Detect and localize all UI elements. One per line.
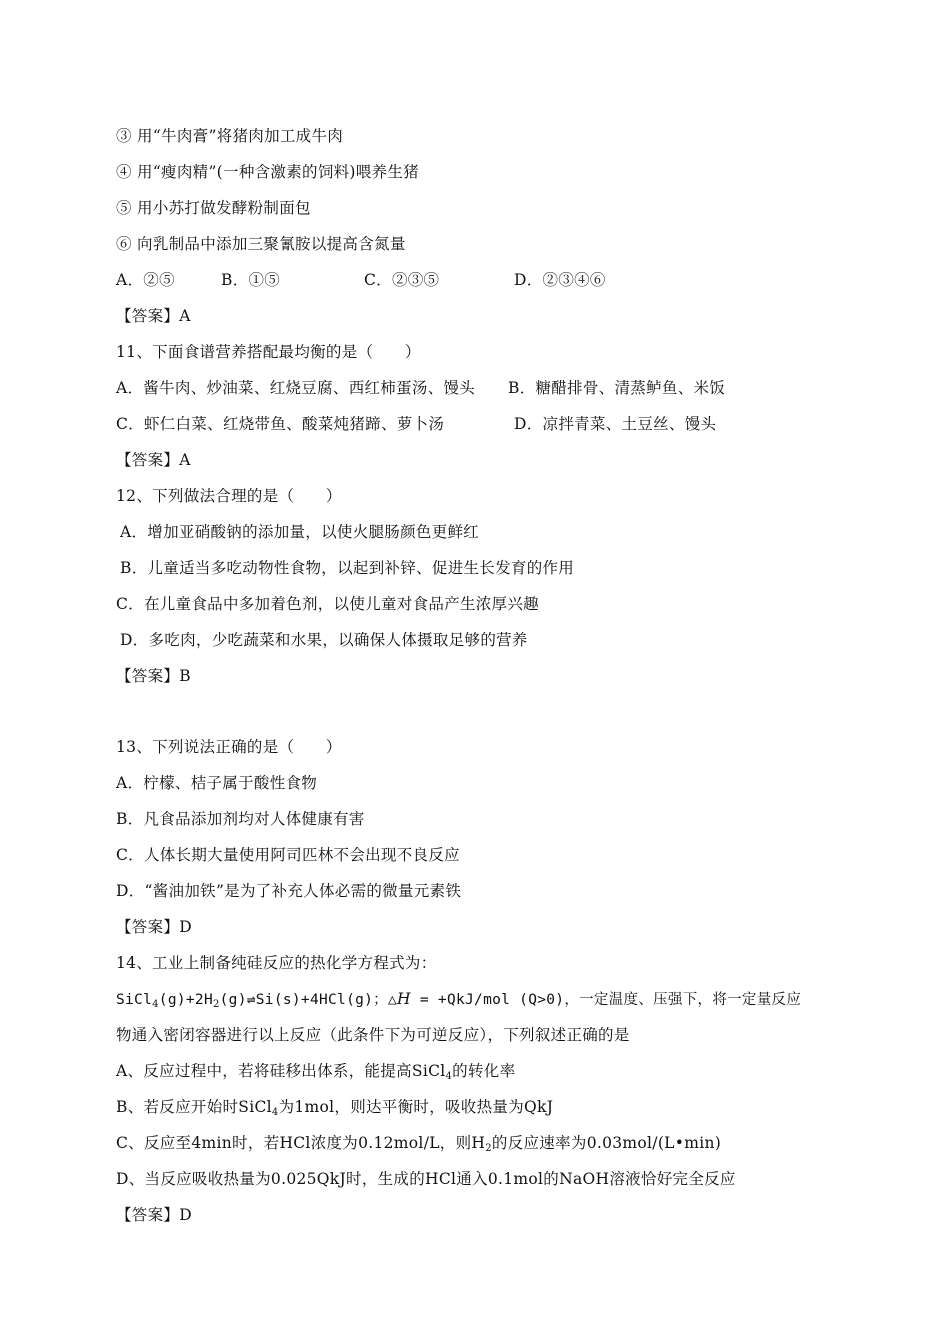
q12-answer: 【答案】B [116, 667, 191, 685]
q11-stem: 11、下面食谱营养搭配最均衡的是（ ） [116, 343, 421, 361]
q11-answer: 【答案】A [116, 451, 191, 469]
item-3: ③ 用“牛肉膏”将猪肉加工成牛肉 [116, 127, 344, 145]
q11-options-row1 [116, 377, 836, 399]
q13-answer: 【答案】D [116, 918, 192, 936]
q10-option-a: A．②⑤ [116, 271, 175, 289]
q14-option-b: B、若反应开始时SiCl$_4$为1mol，则达平衡时，吸收热量为QkJ [116, 1098, 554, 1118]
q13-stem: 13、下列说法正确的是（ ） [116, 738, 342, 756]
q12-stem: 12、下列做法合理的是（ ） [116, 487, 342, 505]
q12-option-b: B．儿童适当多吃动物性食物，以起到补锌、促进生长发育的作用 [120, 559, 575, 577]
q10-option-c: C．②③⑤ [364, 271, 440, 289]
q11-option-b: B．糖醋排骨、清蒸鲈鱼、米饭 [508, 379, 726, 397]
q10-options [116, 269, 816, 291]
q13-option-d: D．“酱油加铁”是为了补充人体必需的微量元素铁 [116, 882, 462, 900]
q12-option-c: C．在儿童食品中多加着色剂，以使儿童对食品产生浓厚兴趣 [116, 595, 539, 613]
q14-option-a: A、反应过程中，若将硅移出体系，能提高SiCl$_4$的转化率 [116, 1062, 516, 1082]
item-6: ⑥ 向乳制品中添加三聚氰胺以提高含氮量 [116, 235, 406, 253]
q10-option-d: D．②③④⑥ [514, 271, 606, 289]
item-4: ④ 用“瘦肉精”(一种含激素的饲料)喂养生猪 [116, 163, 419, 181]
q13-option-a: A．柠檬、桔子属于酸性食物 [116, 774, 318, 792]
q11-option-d: D．凉拌青菜、土豆丝、馒头 [514, 415, 717, 433]
item-5: ⑤ 用小苏打做发酵粉制面包 [116, 199, 311, 217]
q10-option-b: B．①⑤ [221, 271, 281, 289]
q10-answer: 【答案】A [116, 307, 191, 325]
q12-option-a: A．增加亚硝酸钠的添加量，以使火腿肠颜色更鲜红 [120, 523, 480, 541]
q13-option-c: C．人体长期大量使用阿司匹林不会出现不良反应 [116, 846, 460, 864]
q13-option-b: B．凡食品添加剂均对人体健康有害 [116, 810, 365, 828]
q12-option-d: D．多吃肉，少吃蔬菜和水果，以确保人体摄取足够的营养 [120, 631, 528, 649]
q11-options-row2 [116, 413, 836, 435]
q11-option-a: A．酱牛肉、炒油菜、红烧豆腐、西红柿蛋汤、馒头 [116, 379, 476, 397]
q14-line2: 物通入密闭容器进行以上反应（此条件下为可逆反应），下列叙述正确的是 [116, 1026, 630, 1044]
q14-option-d: D、当反应吸收热量为0.025QkJ时，生成的HCl通入0.1mol的NaOH溶液恰好完全反应 [116, 1170, 736, 1188]
q14-answer: 【答案】D [116, 1206, 192, 1224]
q14-equation: $SiCl_4(g)+2H_2(g)\rightleftharpoons Si(s)+4HCl(g)$；△H = +QkJ/mol (Q>0)，一定温度、压强下，将一定量反应 [116, 990, 802, 1010]
q11-option-c: C．虾仁白菜、红烧带鱼、酸菜炖猪蹄、萝卜汤 [116, 415, 445, 433]
q14-stem: 14、工业上制备纯硅反应的热化学方程式为： [116, 954, 437, 972]
q14-option-c: C、反应至4min时，若HCl浓度为0.12mol/L，则$H_2$的反应速率为0.03mol/(L•min) [116, 1134, 722, 1154]
